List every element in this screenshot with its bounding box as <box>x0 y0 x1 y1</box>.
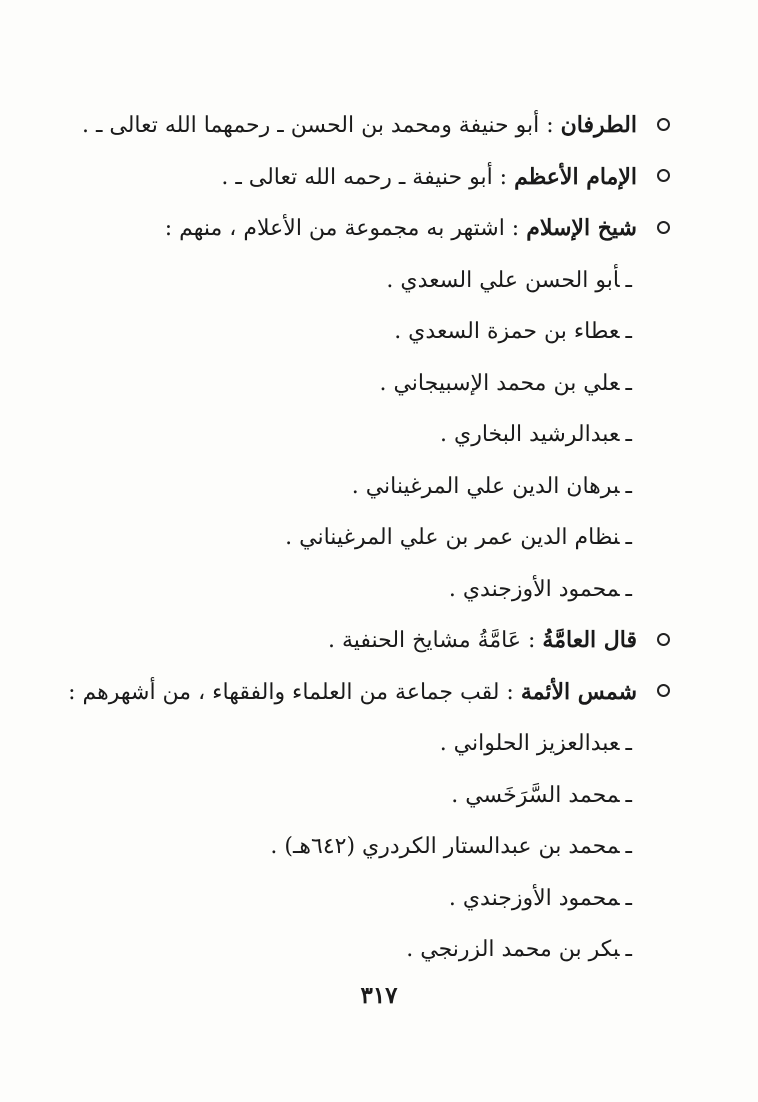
term-heading: شمس الأئمة <box>520 678 637 705</box>
term-heading: شيخ الإسلام <box>526 215 637 241</box>
dash-marker: ـ <box>625 267 632 293</box>
circle-bullet-icon <box>657 221 670 234</box>
term-heading: الطرفان <box>560 112 637 138</box>
list-item-text: عبدالعزيز الحلواني . <box>439 731 620 756</box>
dash-marker: ـ <box>625 473 632 499</box>
list-item-text: بكر بن محمد الزرنجي . <box>406 937 620 962</box>
dash-marker: ـ <box>625 731 632 756</box>
term-definition: لقب جماعة من العلماء والفقهاء ، من أشهرهم : <box>68 679 500 705</box>
dash-marker: ـ <box>625 834 632 859</box>
list-item <box>60 461 670 513</box>
term-entry <box>60 667 670 719</box>
list-item <box>60 409 670 461</box>
term-entry <box>60 100 670 152</box>
circle-bullet-icon <box>657 633 670 646</box>
list-item-text: برهان الدين علي المرغيناني . <box>351 473 620 499</box>
term-heading: قال العامَّةُ <box>542 627 637 653</box>
list-item-text: محمد السَّرَخَسي . <box>451 782 620 808</box>
list-item-text: محمد بن عبدالستار الكردري (٦٤٢هـ) . <box>270 834 620 859</box>
list-item <box>60 255 670 307</box>
term-separator: : <box>539 113 561 138</box>
term-definition: أبو حنيفة ـ رحمه الله تعالى ـ . <box>221 164 493 190</box>
term-entry <box>60 615 670 667</box>
term-separator: : <box>521 628 543 653</box>
dash-marker: ـ <box>625 576 632 602</box>
circle-bullet-icon <box>657 118 670 131</box>
term-definition: أبو حنيفة ومحمد بن الحسن ـ رحمهما الله تعالى ـ . <box>81 113 540 138</box>
term-separator: : <box>499 679 521 705</box>
dash-marker: ـ <box>625 885 632 911</box>
term-entry <box>60 152 670 204</box>
list-item-text: عطاء بن حمزة السعدي . <box>394 319 620 344</box>
page-number: ٣١٧ <box>360 982 398 1009</box>
list-item-text: محمود الأوزجندي . <box>448 885 620 911</box>
term-heading: الإمام الأعظم <box>514 163 637 190</box>
glossary-list <box>60 100 670 976</box>
list-item <box>60 770 670 822</box>
term-definition: عَامَّةُ مشايخ الحنفية . <box>327 628 522 653</box>
term-separator: : <box>504 216 527 241</box>
list-item <box>60 306 670 358</box>
dash-marker: ـ <box>625 422 632 447</box>
term-definition: اشتهر به مجموعة من الأعلام ، منهم : <box>164 216 505 241</box>
list-item <box>60 718 670 770</box>
list-item <box>60 512 670 564</box>
circle-bullet-icon <box>657 684 670 697</box>
list-item <box>60 821 670 873</box>
list-item <box>60 564 670 616</box>
list-item <box>60 873 670 925</box>
list-item-text: نظام الدين عمر بن علي المرغيناني . <box>285 525 620 550</box>
dash-marker: ـ <box>625 525 632 550</box>
dash-marker: ـ <box>625 782 632 808</box>
list-item <box>60 358 670 410</box>
term-entry <box>60 203 670 255</box>
list-item <box>60 924 670 976</box>
list-item-text: علي بن محمد الإسبيجاني . <box>379 370 620 396</box>
dash-marker: ـ <box>625 319 632 344</box>
list-item-text: أبو الحسن علي السعدي . <box>386 267 620 293</box>
dash-marker: ـ <box>625 937 632 962</box>
list-item-text: محمود الأوزجندي . <box>448 576 620 602</box>
dash-marker: ـ <box>625 370 632 396</box>
term-separator: : <box>492 164 515 190</box>
list-item-text: عبدالرشيد البخاري . <box>439 422 620 447</box>
circle-bullet-icon <box>657 169 670 182</box>
